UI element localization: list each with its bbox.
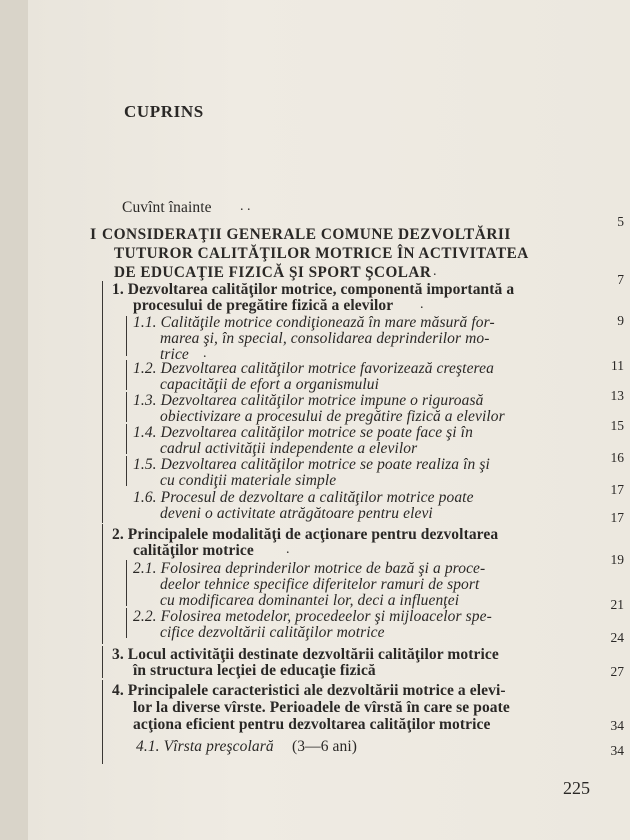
sub-1-3-line-1: 1.3. Dezvoltarea calităţilor motrice impune o riguroasă (133, 392, 484, 409)
sub-2-1-line-3: cu modificarea dominantei lor, deci a influenţei (160, 592, 460, 609)
book-page (28, 0, 630, 840)
chapter-title-line-2: TUTUROR CALITĂŢILOR MOTRICE ÎN ACTIVITATEA (114, 245, 529, 262)
sub-1-6-line-1: 1.6. Procesul de dezvoltare a calităţilor motrice poate (133, 489, 474, 506)
section-4-rule (102, 680, 103, 764)
sub-1-5-line-2: cu condiţii materiale simple (160, 472, 337, 489)
chapter-numeral: I (90, 226, 97, 243)
sub-1-3-page: 15 (610, 418, 624, 433)
section-4-line-2: lor la diverse vîrste. Perioadele de vîrstă în care se poate (133, 699, 510, 716)
chapter-title-line-3: DE EDUCAŢIE FIZICĂ ŞI SPORT ŞCOLAR (114, 264, 432, 281)
page-number: 225 (563, 778, 590, 798)
sub-1-5-line-1: 1.5. Dezvoltarea calităţilor motrice se poate realiza în şi (133, 456, 490, 473)
sub-1-2-rule (126, 360, 127, 390)
chapter-title-line-1: CONSIDERAŢII GENERALE COMUNE DEZVOLTĂRII (102, 226, 511, 243)
section-4-page: 34 (610, 718, 624, 733)
sub-1-2-line-1: 1.2. Dezvoltarea calităţilor motrice favorizează creşterea (133, 360, 494, 377)
section-1-page: 9 (617, 313, 624, 328)
sub-1-3-line-2: obiectivizare a procesului de pregătire fizică a elevilor (160, 408, 505, 425)
section-3-line-1: 3. Locul activităţii destinate dezvoltării calităţilor motrice (112, 646, 499, 663)
sub-1-2-page: 13 (610, 388, 624, 403)
sub-1-1-line-2: marea şi, în special, consolidarea deprinderilor mo- (160, 330, 490, 347)
section-2-dots: . (286, 542, 290, 557)
sub-1-1-line-3: trice (160, 346, 189, 363)
section-3-rule (102, 646, 103, 678)
sub-2-2-line-1: 2.2. Folosirea metodelor, procedeelor şi mijloacelor spe- (133, 608, 492, 625)
sub-1-6-page: 17 (610, 510, 624, 525)
chapter-dots: . (433, 264, 437, 279)
section-1-line-2: procesului de pregătire fizică a elevilor (133, 297, 394, 314)
page-title: CUPRINS (124, 102, 204, 121)
sub-2-1-page: 21 (610, 597, 624, 612)
sub-2-2-line-2: cifice dezvoltării calităţilor motrice (160, 624, 385, 641)
sub-1-5-page: 17 (610, 482, 624, 497)
sub-4-1-page: 34 (610, 743, 624, 758)
section-4-line-3: acţiona eficient pentru dezvoltarea calităţilor motrice (133, 716, 491, 733)
sub-2-1-rule (126, 560, 127, 606)
sub-1-1-page: 11 (611, 358, 624, 373)
sub-1-3-rule (126, 392, 127, 422)
sub-4-1-range: (3—6 ani) (292, 738, 358, 755)
sub-2-2-page: 24 (610, 630, 624, 645)
section-1-dots: . (420, 297, 424, 312)
section-2-rule (102, 524, 103, 644)
foreword-label: Cuvînt înainte (122, 199, 212, 216)
sub-1-6-line-2: deveni o activitate atrăgătoare pentru elevi (160, 505, 433, 522)
sub-4-1-label: 4.1. Vîrsta preşcolară (136, 738, 274, 755)
section-4-line-1: 4. Principalele caracteristici ale dezvoltării motrice a elevi- (112, 682, 506, 699)
chapter-page: 7 (617, 272, 624, 287)
section-3-line-2: în structura lecţiei de educaţie fizică (133, 662, 376, 679)
section-3-page: 27 (610, 664, 624, 679)
foreword-dots: . . (240, 199, 251, 214)
sub-2-1-line-1: 2.1. Folosirea deprinderilor motrice de bază şi a proce- (133, 560, 486, 577)
sub-1-4-rule (126, 424, 127, 454)
sub-1-5-rule (126, 456, 127, 486)
sub-1-1-dots: . (203, 346, 207, 361)
sub-2-2-rule (126, 608, 127, 638)
sub-1-1-line-1: 1.1. Calităţile motrice condiţionează în mare măsură for- (133, 314, 495, 331)
sub-1-4-line-2: cadrul activităţii independente a elevilor (160, 440, 418, 457)
foreword-page: 5 (617, 214, 624, 229)
sub-1-2-line-2: capacităţii de efort a organismului (160, 376, 380, 393)
section-1-line-1: 1. Dezvoltarea calităţilor motrice, componentă importantă a (112, 281, 515, 298)
sub-2-1-line-2: deelor tehnice specifice diferitelor ramuri de sport (160, 576, 480, 593)
section-2-page: 19 (610, 552, 624, 567)
sub-1-1-rule (126, 316, 127, 356)
section-2-line-1: 2. Principalele modalităţi de acţionare pentru dezvoltarea (112, 526, 499, 543)
sub-1-4-page: 16 (610, 450, 624, 465)
section-2-line-2: calităţilor motrice (133, 542, 254, 559)
section-1-rule (102, 281, 103, 523)
sub-1-4-line-1: 1.4. Dezvoltarea calităţilor motrice se poate face şi în (133, 424, 473, 441)
